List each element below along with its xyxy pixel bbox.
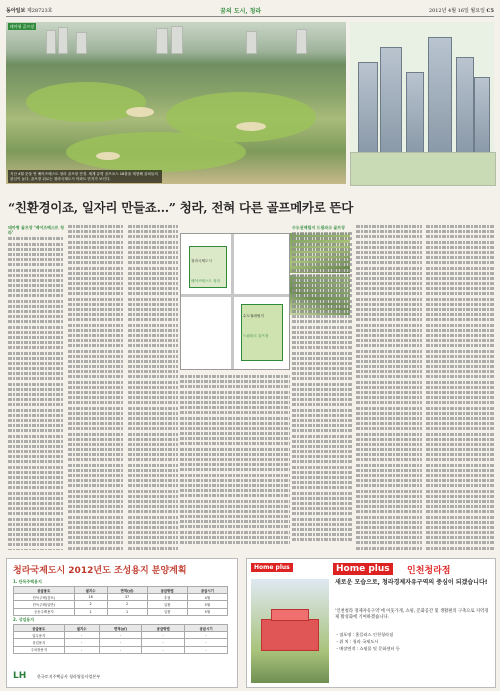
- cell: -: [99, 632, 142, 639]
- cell: 2: [74, 601, 107, 608]
- table-row: [14, 632, 228, 639]
- article-column-3: [128, 225, 178, 550]
- table-row: [14, 646, 228, 653]
- photo-badge: 테마형 골프장: [9, 24, 35, 29]
- golf-course-photo: [6, 22, 346, 184]
- cell: 업무용지: [14, 632, 65, 639]
- cell: 5월: [187, 601, 227, 608]
- cell: 입찰: [147, 601, 187, 608]
- column-1-heading: 테마형 골프장 ‘베어즈베스트 청라’: [8, 225, 64, 236]
- cell: -: [185, 646, 228, 653]
- map-label-dreampark: 드림파크 골프장: [243, 334, 269, 338]
- lh-land-ad: [6, 558, 238, 688]
- ad-list: [335, 631, 490, 652]
- table-row: [14, 639, 228, 646]
- table-header: 공급방법: [142, 625, 185, 632]
- cell: 단독주택(점포): [14, 594, 75, 601]
- ad-list-item: ・위 치 : 청라 국제도시: [335, 639, 379, 644]
- table-row: [14, 601, 228, 608]
- headline: [8, 200, 494, 216]
- cell: 1: [74, 608, 107, 615]
- cell: 추첨: [147, 594, 187, 601]
- cell: -: [99, 639, 142, 646]
- homeplus-ad: [246, 558, 496, 688]
- cell: -: [185, 639, 228, 646]
- cell: -: [99, 646, 142, 653]
- headline-main: “친환경이죠, 일자리 만들죠…”: [8, 200, 176, 215]
- cell: 입찰: [147, 608, 187, 615]
- table-header: 필지수: [64, 625, 99, 632]
- location-map: [180, 233, 290, 370]
- cell: 4월: [187, 594, 227, 601]
- cell: 1: [107, 608, 147, 615]
- cell: 37: [107, 594, 147, 601]
- cell: 공동주택용지: [14, 608, 75, 615]
- table-header: 면적(㎡): [99, 625, 142, 632]
- headline-sub: 청라, 전혀 다른 골프메카로 뜬다: [179, 200, 354, 215]
- lh-logo: LH: [13, 671, 27, 681]
- cell: -: [142, 639, 185, 646]
- article-column-7: [426, 225, 494, 550]
- homeplus-logo-small: Home plus: [251, 563, 293, 572]
- table-row: [14, 594, 228, 601]
- section-title: 꿈의 도시, 청라: [220, 7, 262, 15]
- cell: 주차장용지: [14, 646, 65, 653]
- ad-sub2: 2. 상업용지: [13, 617, 35, 622]
- cell: 16: [74, 594, 107, 601]
- city-rendering: [350, 22, 494, 184]
- ad-store-name: 인천청라점: [407, 566, 451, 576]
- table-row: [14, 608, 228, 615]
- cell: -: [142, 646, 185, 653]
- article-column-1: [8, 225, 64, 550]
- table-header: 공급방법: [147, 587, 187, 594]
- table-header: 공급시기: [187, 587, 227, 594]
- store-rendering: [251, 579, 329, 683]
- article-column-5: [292, 225, 352, 550]
- map-label-landfill: 수도권매립지: [243, 314, 264, 318]
- ad-sub1: 1. 단독주택용지: [13, 579, 42, 584]
- page-header: [6, 4, 494, 17]
- ad-body: ‘인천청라 경제자유구역’에 이웃가게, 쇼핑, 문화공간 및 생활편의 구축으로 지역경제 활성화에 기여하겠습니다.: [335, 609, 489, 620]
- issue-date: 2012년 4월 16일 월요일 C5: [428, 7, 494, 14]
- ad-title: 청라국제도시 2012년도 조성용지 분양계획: [13, 566, 187, 576]
- article-column-2: [68, 225, 124, 550]
- cell: 5월: [187, 608, 227, 615]
- map-label-city: 청라국제도시: [191, 259, 212, 263]
- cell: -: [185, 632, 228, 639]
- map-label-bears: 베어즈베스트 청라: [191, 279, 220, 283]
- cell: -: [142, 632, 185, 639]
- photo-caption: 지난 4월 문을 연 베어즈베스트 청라 골프장 전경. 세계 유명 골프코스 18홀을 재현해 골퍼들의 관심이 높다. 골프장 뒤로는 청라국제도시 아파트 단지가 보인다.: [8, 170, 162, 183]
- table-header: 공급용도: [14, 587, 75, 594]
- cell: 단독주택(일반): [14, 601, 75, 608]
- ad-list-item: ・매장면적 : 쇼핑몰 및 문화센터 등: [335, 646, 400, 651]
- ad-table-1: [13, 586, 228, 616]
- table-header: 필지수: [74, 587, 107, 594]
- table-header: 공급용도: [14, 625, 65, 632]
- ad-list-item: ・점포명 : 홈플러스 인천청라점: [335, 632, 394, 637]
- cell: 상업용지: [14, 639, 65, 646]
- ad-table-2: [13, 624, 228, 654]
- column-4-heading: 수도권매립지 드림파크 골프장: [292, 225, 346, 230]
- cell: 2: [107, 601, 147, 608]
- newspaper-name: 동아일보 제28723호: [6, 7, 53, 14]
- table-header: 공급시기: [185, 625, 228, 632]
- cell: -: [64, 646, 99, 653]
- homeplus-logo: Home plus: [333, 563, 393, 575]
- table-header: 면적(㎡): [107, 587, 147, 594]
- article-column-6: [356, 225, 422, 550]
- article-column-4: [180, 375, 290, 550]
- ad-footer: 한국토지주택공사 청라영종사업본부: [37, 674, 101, 679]
- ad-tagline: 새로운 모습으로, 청라경제자유구역의 중심이 되겠습니다!: [335, 579, 488, 586]
- cell: -: [64, 632, 99, 639]
- cell: -: [64, 639, 99, 646]
